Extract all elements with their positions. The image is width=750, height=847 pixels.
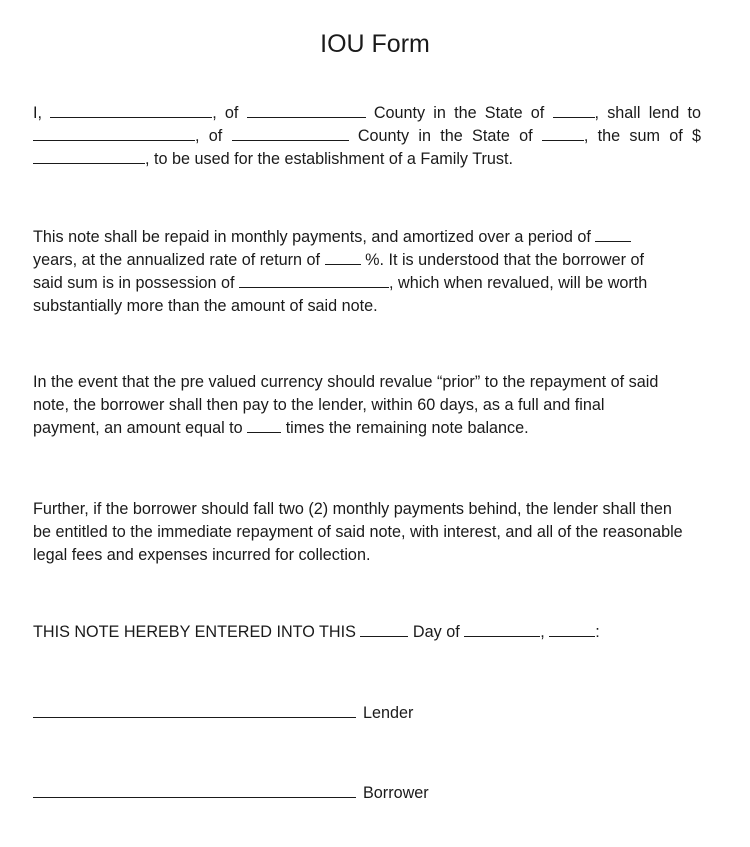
- revaluation-line-3: payment, an amount equal to times the remaining note balance.: [33, 419, 529, 437]
- multiplier-blank[interactable]: [247, 417, 281, 433]
- entry-date-line: THIS NOTE HEREBY ENTERED INTO THIS Day of , :: [33, 623, 600, 641]
- default-line-3: legal fees and expenses incurred for collection.: [33, 546, 371, 564]
- borrower-name-blank[interactable]: [33, 125, 195, 141]
- lender-name-blank[interactable]: [50, 102, 212, 118]
- lender-signature-line[interactable]: [33, 702, 356, 718]
- repayment-line-3: said sum is in possession of , which when revalued, will be worth: [33, 274, 648, 292]
- borrower-signature-row: [33, 782, 429, 804]
- lender-signature-row: [33, 702, 413, 724]
- borrower-label: Borrower: [363, 784, 429, 802]
- page-title: IOU Form: [320, 30, 430, 58]
- lender-label: Lender: [363, 704, 414, 722]
- borrower-state-blank[interactable]: [542, 125, 584, 141]
- loan-amount-blank[interactable]: [33, 148, 145, 164]
- possession-item-blank[interactable]: [239, 272, 389, 288]
- default-line-1: Further, if the borrower should fall two (2) monthly payments behind, the lender shall then: [33, 500, 672, 518]
- lending-paragraph: [33, 102, 701, 171]
- rate-of-return-blank[interactable]: [325, 249, 361, 265]
- repayment-line-2: years, at the annualized rate of return of %. It is understood that the borrower of: [33, 251, 644, 269]
- period-years-blank[interactable]: [595, 226, 631, 242]
- repayment-paragraph: [33, 226, 701, 318]
- entry-month-blank[interactable]: [464, 621, 540, 637]
- lending-line-3: , to be used for the establishment of a Family Trust.: [33, 148, 701, 171]
- default-line-2: be entitled to the immediate repayment of said note, with interest, and all of the reasonable: [33, 523, 683, 541]
- entry-year-blank[interactable]: [549, 621, 595, 637]
- entry-day-blank[interactable]: [360, 621, 408, 637]
- lending-line-2: , of County in the State of , the sum of $: [33, 125, 701, 148]
- revaluation-line-1: In the event that the pre valued currency should revalue “prior” to the repayment of said: [33, 373, 659, 391]
- repayment-line-1: This note shall be repaid in monthly payments, and amortized over a period of: [33, 226, 701, 249]
- borrower-signature-line[interactable]: [33, 782, 356, 798]
- lending-line-1: I, , of County in the State of , shall lend to: [33, 104, 702, 122]
- repayment-line-4: substantially more than the amount of said note.: [33, 297, 378, 315]
- lender-county-blank[interactable]: [247, 102, 366, 118]
- default-paragraph: [33, 498, 701, 567]
- lender-state-blank[interactable]: [553, 102, 595, 118]
- revaluation-line-2: note, the borrower shall then pay to the lender, within 60 days, as a full and final: [33, 396, 605, 414]
- revaluation-paragraph: [33, 371, 701, 440]
- borrower-county-blank[interactable]: [232, 125, 349, 141]
